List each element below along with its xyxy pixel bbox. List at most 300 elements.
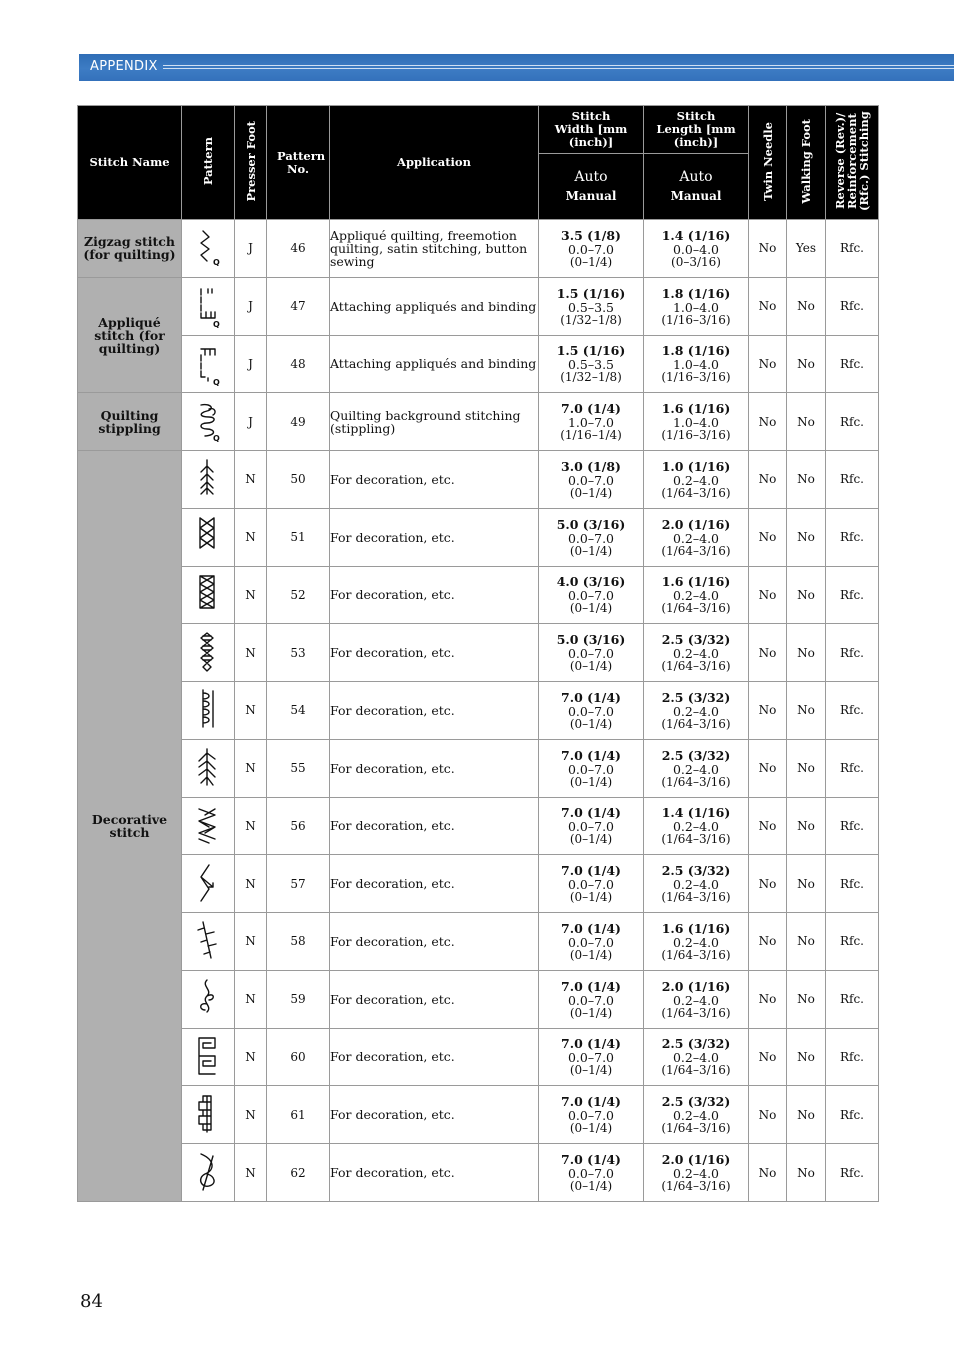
reverse-reinforcement-cell: Rfc. (826, 739, 879, 797)
width-auto-value: 7.0 (1/4) (561, 1036, 621, 1052)
width-inch-range: (0–1/4) (569, 774, 613, 789)
stitch-length-cell (644, 970, 749, 1028)
stitch-name-cell: Decorative stitch (78, 451, 182, 1202)
presser-foot-cell: N (235, 508, 267, 566)
reverse-reinforcement-cell: Rfc. (826, 682, 879, 740)
presser-foot-cell: N (235, 855, 267, 913)
presser-foot-cell: N (235, 624, 267, 682)
width-manual-range: 0.0–7.0 (567, 1050, 614, 1066)
presser-foot-cell: N (235, 1144, 267, 1202)
curl-stitch-icon (195, 976, 221, 1022)
length-manual-range: 0.2–4.0 (672, 588, 719, 604)
width-inch-range: (0–1/4) (569, 1063, 613, 1078)
presser-foot-cell: N (235, 913, 267, 971)
pattern-no-cell: 60 (267, 1028, 330, 1086)
application-cell: Attaching appliqués and binding (330, 335, 539, 393)
length-auto-value: 1.8 (1/16) (661, 343, 731, 359)
fern-stitch-icon (195, 745, 221, 791)
stitch-length-cell (644, 277, 749, 335)
reverse-reinforcement-cell: Rfc. (826, 1144, 879, 1202)
length-manual-range: 0.2–4.0 (672, 472, 719, 488)
stitch-length-cell (644, 220, 749, 278)
presser-foot-cell: J (235, 277, 267, 335)
length-inch-range: (1/64–3/16) (661, 601, 731, 616)
header-rule-lines (163, 65, 954, 70)
table-row (78, 797, 879, 855)
presser-foot-cell: N (235, 566, 267, 624)
col-header-walking-foot: Walking Foot (787, 106, 826, 220)
reverse-reinforcement-cell: Rfc. (826, 797, 879, 855)
pattern-no-cell: 46 (267, 220, 330, 278)
twin-needle-cell: No (749, 451, 787, 509)
presser-foot-cell: J (235, 393, 267, 451)
table-row (78, 682, 879, 740)
reverse-reinforcement-cell: Rfc. (826, 913, 879, 971)
length-inch-range: (1/16–3/16) (661, 312, 731, 327)
width-auto-value: 4.0 (3/16) (556, 574, 626, 590)
width-auto-value: 7.0 (1/4) (561, 689, 621, 705)
pattern-no-cell: 56 (267, 797, 330, 855)
width-inch-range: (1/32–1/8) (560, 370, 622, 385)
leaf-stitch-icon (195, 918, 221, 964)
pattern-no-cell: 54 (267, 682, 330, 740)
pattern-cell (182, 1086, 235, 1144)
length-manual-range: 0.2–4.0 (672, 992, 719, 1008)
section-header-band (79, 54, 954, 81)
width-manual-range: 0.0–7.0 (567, 761, 614, 777)
length-manual-range: 0.2–4.0 (672, 934, 719, 950)
stitch-width-cell (539, 335, 644, 393)
width-inch-range: (1/16–1/4) (560, 428, 622, 443)
width-inch-range: (0–1/4) (569, 947, 613, 962)
width-manual-range: 0.0–7.0 (567, 530, 614, 546)
pattern-cell (182, 682, 235, 740)
application-cell: For decoration, etc. (330, 855, 539, 913)
applique-stitch-left-icon (195, 283, 221, 329)
width-auto-value: 7.0 (1/4) (561, 401, 621, 417)
width-inch-range: (0–1/4) (569, 1179, 613, 1193)
width-auto-value: 5.0 (3/16) (556, 632, 626, 648)
col-header-application: Application (330, 106, 539, 220)
width-inch-range: (0–1/4) (569, 254, 613, 269)
width-manual-range: 0.0–7.0 (567, 1166, 614, 1181)
length-auto-value: 1.6 (1/16) (661, 401, 731, 417)
stitch-name-cell: Zigzag stitch (for quilting) (78, 220, 182, 278)
width-auto-value: 7.0 (1/4) (561, 863, 621, 879)
length-inch-range: (0–3/16) (671, 254, 721, 269)
width-manual-range: 0.0–7.0 (567, 241, 614, 257)
walking-foot-cell: No (787, 1144, 826, 1202)
stitch-width-cell (539, 451, 644, 509)
pattern-cell (182, 739, 235, 797)
walking-foot-cell: No (787, 797, 826, 855)
stitch-length-cell (644, 913, 749, 971)
table-row (78, 739, 879, 797)
length-manual-range: 0.2–4.0 (672, 646, 719, 662)
application-cell: For decoration, etc. (330, 451, 539, 509)
length-manual-range: 0.0–4.0 (672, 241, 719, 257)
width-manual-range: 0.0–7.0 (567, 992, 614, 1008)
application-cell: For decoration, etc. (330, 566, 539, 624)
arrow-stitch-icon (195, 861, 221, 907)
twin-needle-cell: No (749, 277, 787, 335)
pattern-no-cell: 53 (267, 624, 330, 682)
application-cell: Appliqué quilting, freemotion quilting, satin stitching, button sewing (330, 220, 539, 278)
pattern-no-cell: 52 (267, 566, 330, 624)
twin-needle-cell: No (749, 970, 787, 1028)
reverse-reinforcement-cell: Rfc. (826, 1086, 879, 1144)
pattern-cell (182, 508, 235, 566)
col-header-stitch-name: Stitch Name (78, 106, 182, 220)
stitch-width-cell (539, 1144, 644, 1202)
reverse-reinforcement-cell: Rfc. (826, 335, 879, 393)
stitch-width-cell (539, 797, 644, 855)
stitch-length-cell (644, 393, 749, 451)
pattern-no-cell: 57 (267, 855, 330, 913)
reverse-reinforcement-cell: Rfc. (826, 566, 879, 624)
length-manual-range: 0.2–4.0 (672, 1166, 719, 1181)
length-auto-value: 1.0 (1/16) (661, 458, 731, 474)
length-manual-range: 0.2–4.0 (672, 1108, 719, 1124)
pattern-cell (182, 913, 235, 971)
width-manual-range: 0.0–7.0 (567, 934, 614, 950)
width-auto-value: 1.5 (1/16) (556, 343, 626, 359)
width-inch-range: (0–1/4) (569, 1005, 613, 1020)
length-inch-range: (1/64–3/16) (661, 774, 731, 789)
width-inch-range: (0–1/4) (569, 716, 613, 731)
length-auto-value: 1.6 (1/16) (661, 920, 731, 936)
width-manual-range: 0.0–7.0 (567, 472, 614, 488)
stitch-length-cell (644, 797, 749, 855)
stitch-name-cell: Quilting stippling (78, 393, 182, 451)
length-manual-range: 1.0–4.0 (672, 415, 719, 431)
length-inch-range: (1/64–3/16) (661, 485, 731, 500)
stitch-width-cell (539, 566, 644, 624)
length-inch-range: (1/64–3/16) (661, 1121, 731, 1136)
presser-foot-cell: N (235, 1086, 267, 1144)
application-cell: For decoration, etc. (330, 739, 539, 797)
length-inch-range: (1/64–3/16) (661, 1179, 731, 1193)
reverse-reinforcement-cell: Rfc. (826, 970, 879, 1028)
diamond-satin-stitch-icon (195, 630, 221, 676)
stitch-settings-table (77, 105, 879, 1202)
stitch-width-cell (539, 1028, 644, 1086)
length-inch-range: (1/16–3/16) (661, 370, 731, 385)
presser-foot-cell: N (235, 970, 267, 1028)
svg-text:Q: Q (213, 377, 220, 387)
reverse-reinforcement-cell: Rfc. (826, 508, 879, 566)
walking-foot-cell: No (787, 335, 826, 393)
length-auto-value: 2.5 (3/32) (661, 632, 731, 648)
pattern-no-cell: 61 (267, 1086, 330, 1144)
stitch-width-cell (539, 855, 644, 913)
width-manual-range: 0.0–7.0 (567, 877, 614, 893)
stitch-length-cell (644, 855, 749, 913)
walking-foot-cell: No (787, 393, 826, 451)
greek-key-stitch-icon (195, 1034, 221, 1080)
width-auto-value: 1.5 (1/16) (556, 285, 626, 301)
application-cell: For decoration, etc. (330, 797, 539, 855)
stitch-length-cell (644, 1086, 749, 1144)
length-inch-range: (1/64–3/16) (661, 716, 731, 731)
table-row (78, 855, 879, 913)
width-manual-range: 0.0–7.0 (567, 703, 614, 719)
twin-needle-cell: No (749, 1086, 787, 1144)
length-manual-range: 0.2–4.0 (672, 703, 719, 719)
twin-needle-cell: No (749, 1028, 787, 1086)
stitch-width-cell (539, 277, 644, 335)
stitch-width-cell (539, 624, 644, 682)
width-inch-range: (0–1/4) (569, 485, 613, 500)
width-inch-range: (0–1/4) (569, 601, 613, 616)
stitch-length-cell (644, 508, 749, 566)
section-label: APPENDIX (90, 59, 158, 74)
length-auto-value: 2.5 (3/32) (661, 689, 731, 705)
stitch-width-cell (539, 393, 644, 451)
loop-stitch-icon (195, 1150, 221, 1196)
width-inch-range: (0–1/4) (569, 1121, 613, 1136)
walking-foot-cell: No (787, 451, 826, 509)
col-header-twin-needle: Twin Needle (749, 106, 787, 220)
zigzag-quilting-icon (195, 225, 221, 271)
svg-text:Q: Q (213, 433, 220, 443)
scallop-stitch-icon (195, 687, 221, 733)
stippling-icon (195, 399, 221, 445)
stitch-length-cell (644, 1144, 749, 1202)
table-row (78, 1086, 879, 1144)
walking-foot-cell: Yes (787, 220, 826, 278)
width-manual-range: 0.0–7.0 (567, 819, 614, 835)
length-inch-range: (1/64–3/16) (661, 890, 731, 905)
walking-foot-cell: No (787, 913, 826, 971)
application-cell: For decoration, etc. (330, 1086, 539, 1144)
presser-foot-cell: N (235, 682, 267, 740)
stitch-length-cell (644, 335, 749, 393)
application-cell: For decoration, etc. (330, 1028, 539, 1086)
length-auto-value: 1.4 (1/16) (661, 227, 731, 243)
application-cell: For decoration, etc. (330, 624, 539, 682)
table-row (78, 451, 879, 509)
stitch-length-cell (644, 566, 749, 624)
width-inch-range: (0–1/4) (569, 659, 613, 674)
table-row (78, 624, 879, 682)
twin-needle-cell: No (749, 566, 787, 624)
col-header-pattern: Pattern (182, 106, 235, 220)
reverse-reinforcement-cell: Rfc. (826, 451, 879, 509)
length-auto-value: 1.8 (1/16) (661, 285, 731, 301)
length-auto-value: 2.0 (1/16) (661, 1152, 731, 1167)
presser-foot-cell: J (235, 220, 267, 278)
stitch-length-cell (644, 451, 749, 509)
pattern-cell (182, 566, 235, 624)
application-cell: For decoration, etc. (330, 970, 539, 1028)
pattern-no-cell: 51 (267, 508, 330, 566)
walking-foot-cell: No (787, 855, 826, 913)
feather-stitch-icon (195, 456, 221, 502)
table-row (78, 508, 879, 566)
length-inch-range: (1/64–3/16) (661, 543, 731, 558)
presser-foot-cell: N (235, 1028, 267, 1086)
width-auto-value: 7.0 (1/4) (561, 1094, 621, 1110)
width-inch-range: (0–1/4) (569, 832, 613, 847)
twin-needle-cell: No (749, 797, 787, 855)
reverse-reinforcement-cell: Rfc. (826, 624, 879, 682)
length-auto-value: 1.4 (1/16) (661, 805, 731, 821)
table-row (78, 1144, 879, 1202)
walking-foot-cell: No (787, 624, 826, 682)
stitch-width-cell (539, 508, 644, 566)
twin-needle-cell: No (749, 220, 787, 278)
pattern-cell (182, 797, 235, 855)
pattern-cell (182, 277, 235, 335)
svg-text:Q: Q (213, 320, 220, 330)
length-auto-value: 1.6 (1/16) (661, 574, 731, 590)
width-inch-range: (0–1/4) (569, 890, 613, 905)
twin-needle-cell: No (749, 913, 787, 971)
pattern-no-cell: 55 (267, 739, 330, 797)
twin-needle-cell: No (749, 624, 787, 682)
cross-stitch-icon (195, 514, 221, 560)
pattern-cell (182, 335, 235, 393)
length-auto-value: 2.5 (3/32) (661, 747, 731, 763)
walking-foot-cell: No (787, 1028, 826, 1086)
pattern-cell (182, 855, 235, 913)
block-stitch-icon (195, 1092, 221, 1138)
width-auto-value: 3.0 (1/8) (561, 458, 621, 474)
pattern-cell (182, 220, 235, 278)
ladder-cross-stitch-icon (195, 572, 221, 618)
pattern-cell (182, 624, 235, 682)
stitch-name-cell: Appliqué stitch (for quilting) (78, 277, 182, 393)
table-row (78, 1028, 879, 1086)
width-auto-value: 7.0 (1/4) (561, 978, 621, 994)
width-auto-value: 5.0 (3/16) (556, 516, 626, 532)
pattern-no-cell: 59 (267, 970, 330, 1028)
width-auto-manual-header: Auto Manual (539, 154, 644, 220)
stitch-length-cell (644, 1028, 749, 1086)
reverse-reinforcement-cell: Rfc. (826, 1028, 879, 1086)
length-auto-value: 2.0 (1/16) (661, 516, 731, 532)
width-manual-range: 0.5–3.5 (567, 357, 614, 373)
page-number: 84 (80, 1291, 103, 1312)
length-manual-range: 1.0–4.0 (672, 299, 719, 315)
length-inch-range: (1/64–3/16) (661, 1063, 731, 1078)
reverse-reinforcement-cell: Rfc. (826, 855, 879, 913)
length-manual-range: 0.2–4.0 (672, 819, 719, 835)
presser-foot-cell: N (235, 739, 267, 797)
stitch-width-cell (539, 1086, 644, 1144)
stitch-width-cell (539, 913, 644, 971)
pattern-cell (182, 1028, 235, 1086)
table-row (78, 913, 879, 971)
table-row (78, 220, 879, 278)
presser-foot-cell: N (235, 451, 267, 509)
length-manual-range: 1.0–4.0 (672, 357, 719, 373)
table-row (78, 335, 879, 393)
pattern-no-cell: 47 (267, 277, 330, 335)
application-cell: For decoration, etc. (330, 682, 539, 740)
length-inch-range: (1/64–3/16) (661, 947, 731, 962)
reverse-reinforcement-cell: Rfc. (826, 220, 879, 278)
walking-foot-cell: No (787, 277, 826, 335)
length-auto-manual-header: Auto Manual (644, 154, 749, 220)
length-auto-value: 2.0 (1/16) (661, 978, 731, 994)
width-inch-range: (0–1/4) (569, 543, 613, 558)
length-auto-value: 2.5 (3/32) (661, 1036, 731, 1052)
col-header-reverse: Reverse (Rev.)/ Reinforcement (Rfc.) Stitching (826, 106, 879, 220)
pattern-cell (182, 393, 235, 451)
applique-stitch-right-icon (195, 341, 221, 387)
pattern-no-cell: 49 (267, 393, 330, 451)
presser-foot-cell: N (235, 797, 267, 855)
walking-foot-cell: No (787, 566, 826, 624)
application-cell: For decoration, etc. (330, 508, 539, 566)
width-auto-value: 7.0 (1/4) (561, 920, 621, 936)
twin-needle-cell: No (749, 682, 787, 740)
length-auto-value: 2.5 (3/32) (661, 863, 731, 879)
twin-needle-cell: No (749, 1144, 787, 1202)
twin-needle-cell: No (749, 508, 787, 566)
pattern-cell (182, 451, 235, 509)
pattern-no-cell: 62 (267, 1144, 330, 1202)
svg-text:Q: Q (213, 258, 220, 268)
width-manual-range: 0.0–7.0 (567, 588, 614, 604)
length-inch-range: (1/64–3/16) (661, 832, 731, 847)
width-auto-value: 7.0 (1/4) (561, 747, 621, 763)
col-header-pattern-no: Pattern No. (267, 106, 330, 220)
walking-foot-cell: No (787, 682, 826, 740)
table-row (78, 970, 879, 1028)
walking-foot-cell: No (787, 1086, 826, 1144)
width-auto-value: 7.0 (1/4) (561, 805, 621, 821)
reverse-reinforcement-cell: Rfc. (826, 277, 879, 335)
stitch-width-cell (539, 739, 644, 797)
stitch-length-cell (644, 739, 749, 797)
pattern-no-cell: 50 (267, 451, 330, 509)
pattern-cell (182, 970, 235, 1028)
length-manual-range: 0.2–4.0 (672, 1050, 719, 1066)
twin-needle-cell: No (749, 393, 787, 451)
length-manual-range: 0.2–4.0 (672, 530, 719, 546)
presser-foot-cell: J (235, 335, 267, 393)
twin-needle-cell: No (749, 739, 787, 797)
twin-needle-cell: No (749, 335, 787, 393)
col-header-presser-foot: Presser Foot (235, 106, 267, 220)
stitch-length-cell (644, 624, 749, 682)
application-cell: Quilting background stitching (stippling) (330, 393, 539, 451)
stitch-length-cell (644, 682, 749, 740)
table-row (78, 566, 879, 624)
pattern-no-cell: 58 (267, 913, 330, 971)
stitch-width-cell (539, 682, 644, 740)
pattern-cell (182, 1144, 235, 1202)
length-inch-range: (1/64–3/16) (661, 659, 731, 674)
width-manual-range: 0.0–7.0 (567, 646, 614, 662)
length-inch-range: (1/16–3/16) (661, 428, 731, 443)
reverse-reinforcement-cell: Rfc. (826, 393, 879, 451)
col-header-stitch-length: Stitch Length [mm (inch)] (644, 106, 749, 154)
stitch-width-cell (539, 970, 644, 1028)
width-auto-value: 3.5 (1/8) (561, 227, 621, 243)
col-header-stitch-width: Stitch Width [mm (inch)] (539, 106, 644, 154)
length-inch-range: (1/64–3/16) (661, 1005, 731, 1020)
width-manual-range: 0.0–7.0 (567, 1108, 614, 1124)
length-manual-range: 0.2–4.0 (672, 761, 719, 777)
application-cell: For decoration, etc. (330, 1144, 539, 1202)
application-cell: Attaching appliqués and binding (330, 277, 539, 335)
width-inch-range: (1/32–1/8) (560, 312, 622, 327)
walking-foot-cell: No (787, 970, 826, 1028)
